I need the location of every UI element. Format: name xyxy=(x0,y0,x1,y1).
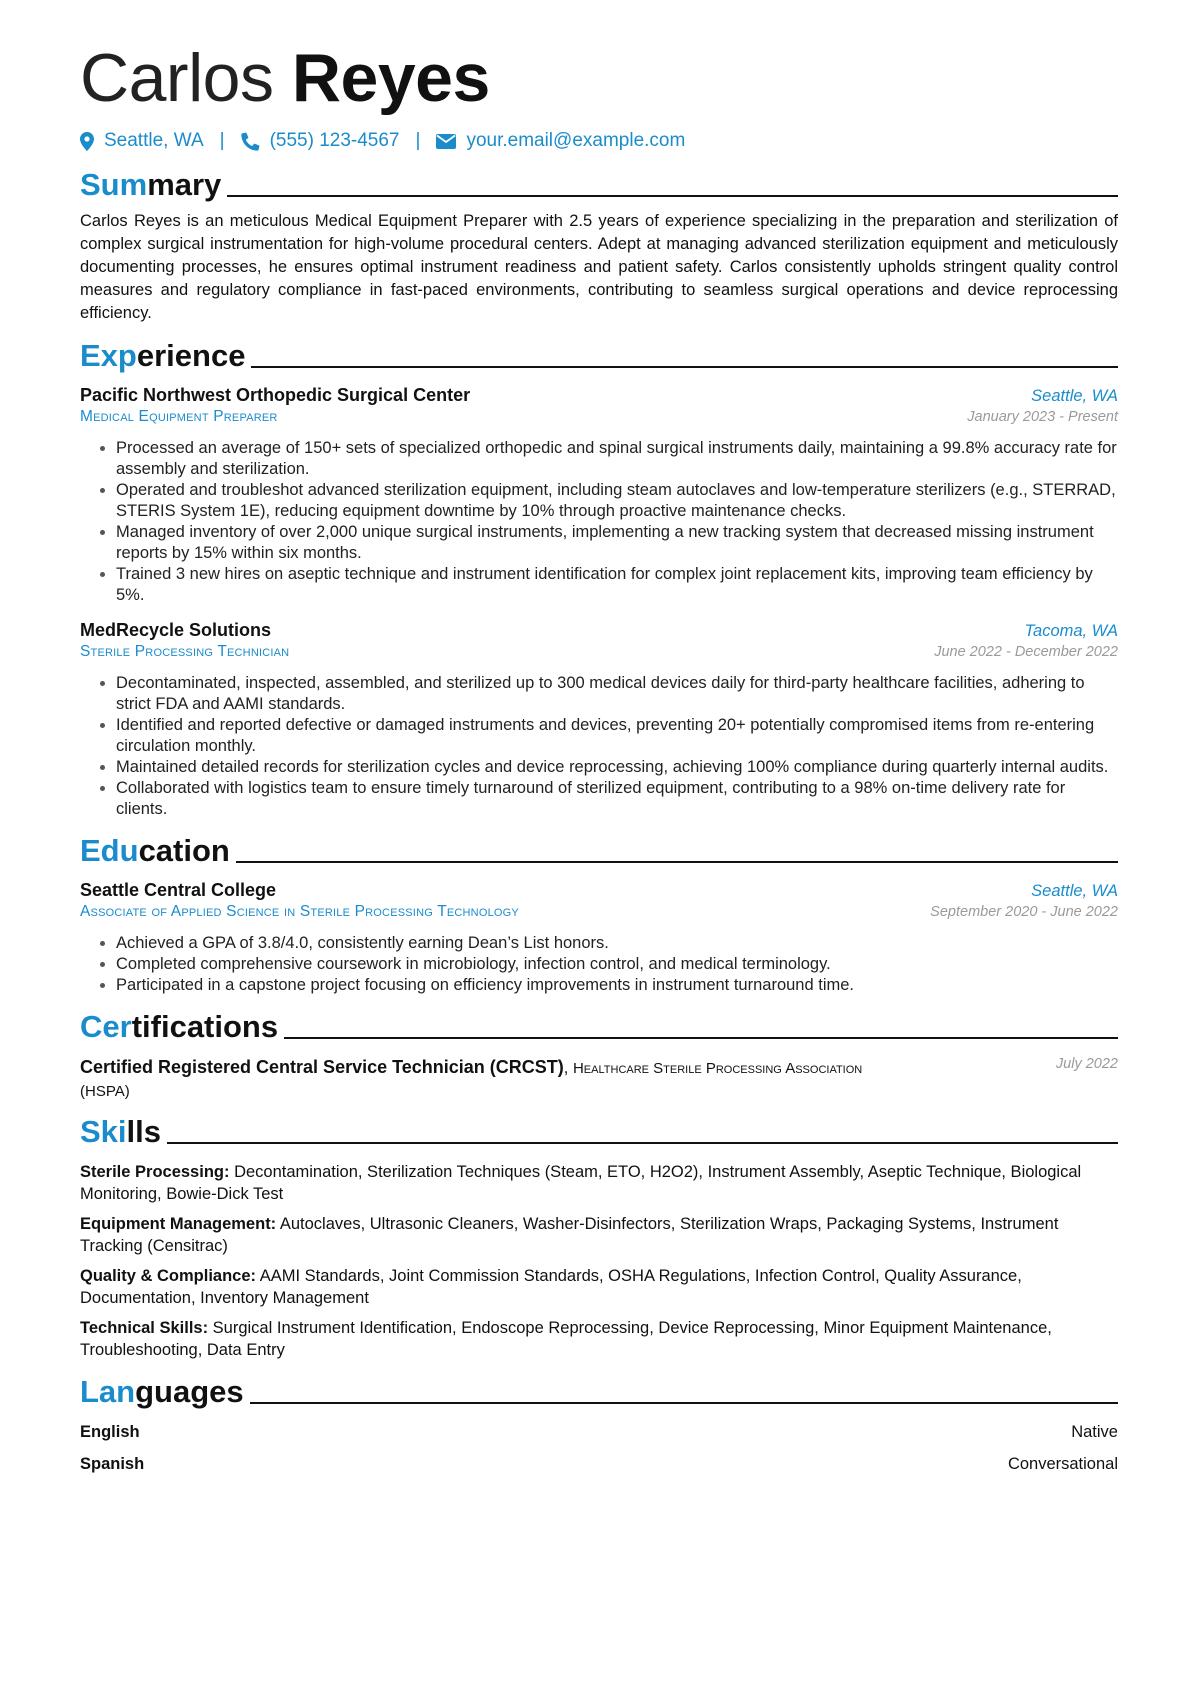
skill-values: Autoclaves, Ultrasonic Cleaners, Washer-Disinfectors, Sterilization Wraps, Packaging Systems, Instrument Tracking (Censitrac) xyxy=(80,1215,1059,1255)
language-row xyxy=(80,1453,1118,1475)
section-rule xyxy=(236,861,1118,863)
contact-line xyxy=(80,130,1118,152)
certification-comma: , xyxy=(563,1059,573,1077)
location-text: Seattle, WA xyxy=(104,130,204,151)
languages-heading xyxy=(80,1373,1118,1411)
bullet-item: • Achieved a GPA of 3.8/4.0, consistently earning Dean’s List honors. xyxy=(116,933,1118,954)
skill-label: Sterile Processing: xyxy=(80,1163,230,1181)
map-pin-icon xyxy=(80,132,94,151)
language-level: Native xyxy=(1071,1423,1118,1441)
section-title: Education xyxy=(80,833,230,868)
job-role: Medical Equipment Preparer xyxy=(80,408,278,425)
skill-label: Equipment Management: xyxy=(80,1215,277,1233)
language-name: English xyxy=(80,1423,140,1441)
education-bullets xyxy=(80,933,1118,996)
contact-separator: | xyxy=(219,130,225,151)
section-rule xyxy=(250,1402,1118,1404)
section-title: Experience xyxy=(80,338,246,373)
certification-name: Certified Registered Central Service Technician (CRCST) xyxy=(80,1057,564,1077)
bullet-item: • Processed an average of 150+ sets of specialized orthopedic and spinal surgical instruments daily, maintaining a 99.8% accuracy rate for assembly and sterilization. xyxy=(116,438,1118,480)
section-rule xyxy=(227,195,1118,197)
job-dates: June 2022 - December 2022 xyxy=(934,644,1118,660)
job-entry xyxy=(80,383,1118,606)
skill-group xyxy=(80,1317,1118,1361)
section-rule xyxy=(284,1037,1118,1039)
phone-text: (555) 123-4567 xyxy=(269,130,400,151)
job-location: Tacoma, WA xyxy=(1024,622,1118,640)
certification-date: July 2022 xyxy=(1055,1056,1118,1072)
bullet-item: • Operated and troubleshot advanced sterilization equipment, including steam autoclaves and low-temperature sterilizers (e.g., STERRAD, STERIS System 1E), reducing equipment downtime by 10% through proactive maintenance checks. xyxy=(116,480,1118,522)
bullet-item: • Collaborated with logistics team to ensure timely turnaround of sterilized equipment, contributing to a 98% on-time delivery rate for clients. xyxy=(116,778,1118,820)
candidate-name xyxy=(80,38,1118,118)
section-rule xyxy=(251,366,1118,368)
contact-phone[interactable] xyxy=(241,130,400,152)
section-title: Skills xyxy=(80,1114,161,1149)
education-dates: September 2020 - June 2022 xyxy=(930,904,1118,920)
language-name: Spanish xyxy=(80,1455,145,1473)
bullet-item: • Managed inventory of over 2,000 unique surgical instruments, implementing a new tracking system that decreased missing instrument reports by 15% within six months. xyxy=(116,522,1118,564)
job-role: Sterile Processing Technician xyxy=(80,643,290,660)
job-organization: MedRecycle Solutions xyxy=(80,620,272,640)
skill-values: Decontamination, Sterilization Techniques (Steam, ETO, H2O2), Instrument Assembly, Aseptic Technique, Biological Monitoring, Bowie-Dick Test xyxy=(80,1163,1082,1203)
bullet-item: • Trained 3 new hires on aseptic technique and instrument identification for complex joint replacement kits, improving team efficiency by 5%. xyxy=(116,564,1118,606)
bullet-item: • Participated in a capstone project focusing on efficiency improvements in instrument turnaround time. xyxy=(116,975,1118,996)
phone-icon xyxy=(241,132,260,151)
skills-heading xyxy=(80,1113,1118,1151)
section-title: Summary xyxy=(80,167,222,202)
school-name: Seattle Central College xyxy=(80,880,277,900)
bullet-item: • Identified and reported defective or damaged instruments and devices, preventing 20+ potentially compromised items from re-entering circulation monthly. xyxy=(116,715,1118,757)
language-row xyxy=(80,1421,1118,1443)
summary-heading xyxy=(80,166,1118,204)
section-title: Certifications xyxy=(80,1009,279,1044)
skill-label: Quality & Compliance: xyxy=(80,1267,257,1285)
certification-issuer: Healthcare Sterile Processing Association (HSPA) xyxy=(80,1060,863,1100)
contact-location xyxy=(80,130,204,152)
school-location: Seattle, WA xyxy=(1031,882,1118,900)
contact-email[interactable] xyxy=(436,130,685,152)
summary-text: Carlos Reyes is an meticulous Medical Equipment Preparer with 2.5 years of experience specializing in the preparation and sterilization of complex surgical instrumentation for high-volume procedural centers. Adept at managing advanced sterilization equipment and meticulously documenting processes, he ensures optimal instrument readiness and patient safety. Carlos consistently upholds stringent quality control measures and regulatory compliance in fast-paced environments, contributing to seamless surgical operations and device reprocessing efficiency. xyxy=(80,212,1118,322)
section-title: Languages xyxy=(80,1374,244,1409)
certification-entry xyxy=(80,1056,1118,1103)
skill-group xyxy=(80,1213,1118,1257)
bullet-item: • Maintained detailed records for sterilization cycles and device reprocessing, achieving 100% compliance during quarterly internal audits. xyxy=(116,757,1118,778)
education-heading xyxy=(80,832,1118,870)
bullet-item: • Completed comprehensive coursework in microbiology, infection control, and medical terminology. xyxy=(116,954,1118,975)
language-level: Conversational xyxy=(1007,1455,1118,1473)
contact-separator: | xyxy=(415,130,421,151)
job-organization: Pacific Northwest Orthopedic Surgical Center xyxy=(80,385,471,405)
certifications-heading xyxy=(80,1008,1118,1046)
email-text: your.email@example.com xyxy=(466,130,686,151)
skill-group xyxy=(80,1265,1118,1309)
section-rule xyxy=(167,1142,1118,1144)
skill-group xyxy=(80,1161,1118,1205)
job-bullets xyxy=(80,673,1118,820)
skill-values: Surgical Instrument Identification, Endoscope Reprocessing, Device Reprocessing, Minor Equipment Maintenance, Troubleshooting, Data Entry xyxy=(80,1319,1052,1359)
experience-heading xyxy=(80,337,1118,375)
skill-label: Technical Skills: xyxy=(80,1319,209,1337)
job-bullets xyxy=(80,438,1118,606)
envelope-icon xyxy=(436,134,456,149)
degree-name: Associate of Applied Science in Sterile Processing Technology xyxy=(80,903,519,920)
bullet-item: • Decontaminated, inspected, assembled, and sterilized up to 300 medical devices daily for third-party healthcare facilities, adhering to strict FDA and AAMI standards. xyxy=(116,673,1118,715)
job-dates: January 2023 - Present xyxy=(967,409,1118,425)
first-name: Carlos xyxy=(80,40,274,116)
job-location: Seattle, WA xyxy=(1031,387,1118,405)
skill-values: AAMI Standards, Joint Commission Standards, OSHA Regulations, Infection Control, Quality Assurance, Documentation, Inventory Management xyxy=(80,1267,1022,1307)
last-name: Reyes xyxy=(291,40,490,116)
education-entry xyxy=(80,878,1118,996)
job-entry xyxy=(80,618,1118,820)
